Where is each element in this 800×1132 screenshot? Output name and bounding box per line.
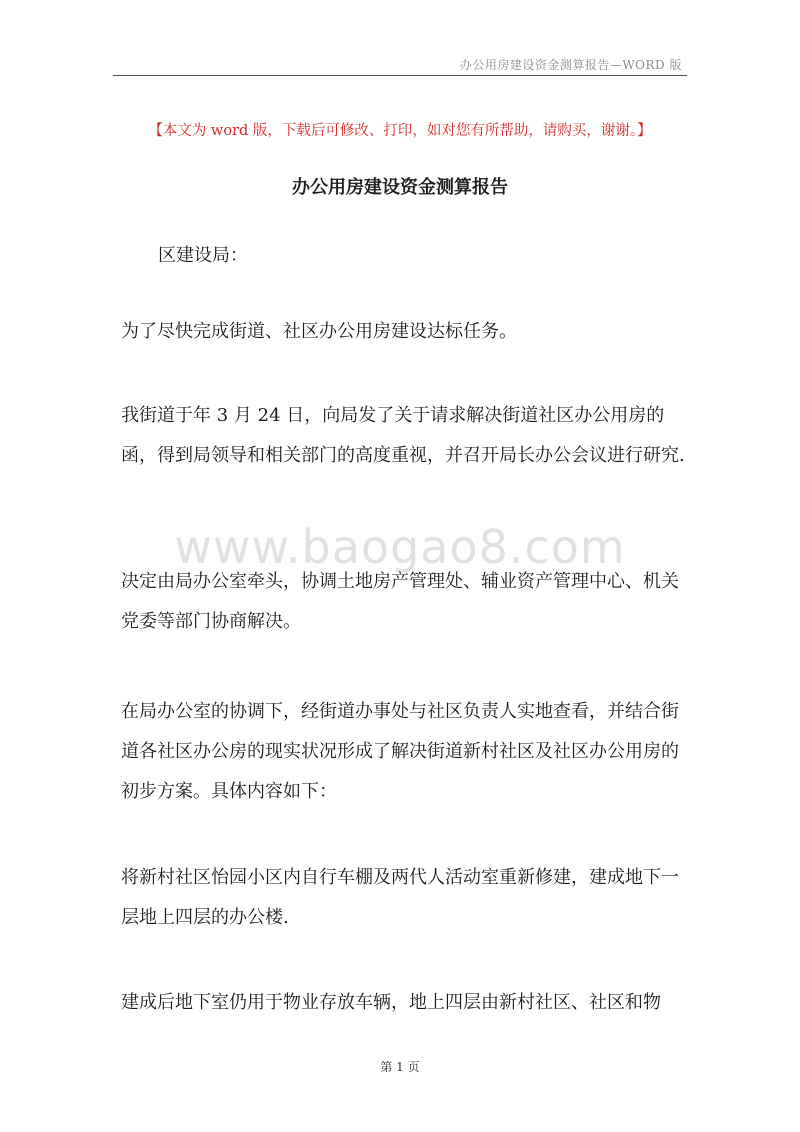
paragraph-3: 决定由局办公室牵头，协调土地房产管理处、辅业资产管理中心、机关党委等部门协商解决。: [121, 571, 679, 632]
paragraph-2: 我街道于年 3 月 24 日，向局发了关于请求解决街道社区办公用房的函，得到局领导和相关部门的高度重视，并召开局长办公会议进行研究.: [121, 405, 685, 466]
page-number: 第 1 页: [380, 1060, 420, 1074]
paragraph-1: 为了尽快完成街道、社区办公用房建设达标任务。: [121, 321, 517, 342]
paragraph-5: 将新村社区怡园小区内自行车棚及两代人活动室重新修建，建成地下一层地上四层的办公楼.: [121, 867, 679, 928]
document-title: 办公用房建设资金测算报告: [292, 177, 508, 198]
watermark-text: www.baogao8.com: [174, 520, 626, 574]
paragraph-6: 建成后地下室仍用于物业存放车辆，地上四层由新村社区、社区和物: [121, 992, 661, 1013]
running-header-title: 办公用房建设资金测算报告—WORD 版: [459, 58, 682, 72]
download-notice: 【本文为 word 版，下载后可修改、打印，如对您有所帮助，请购买，谢谢。】: [148, 123, 652, 139]
header-divider: [113, 75, 687, 76]
paragraph-4: 在局办公室的协调下，经街道办事处与社区负责人实地查看，并结合街道各社区办公房的现实状况形成了解决街道新村社区及社区办公用房的初步方案。具体内容如下：: [121, 701, 679, 802]
salutation: 区建设局：: [158, 245, 248, 266]
